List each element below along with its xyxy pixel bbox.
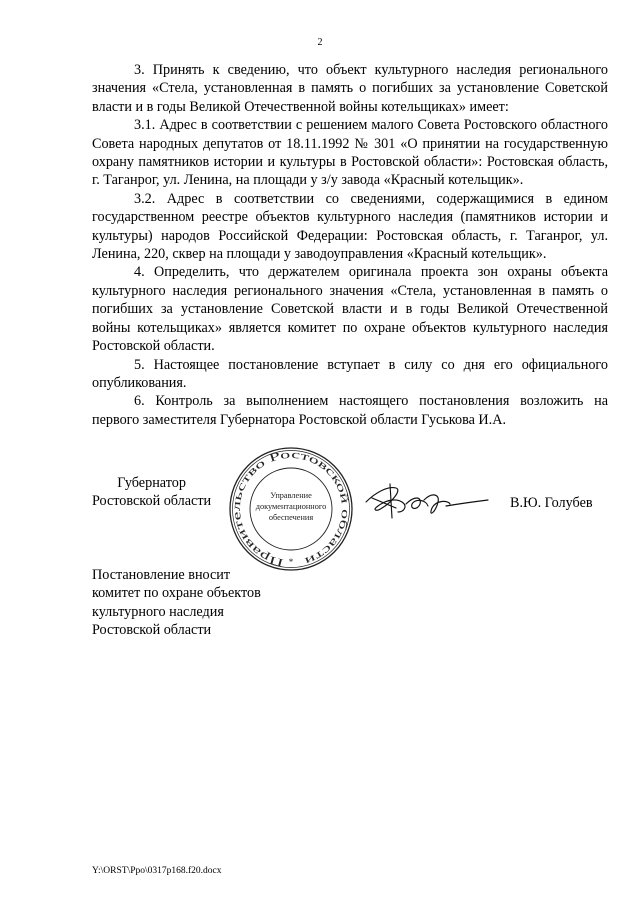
file-path: Y:\ORST\Ppo\0317p168.f20.docx [92,866,222,876]
submitter-line2: комитет по охране объектов [92,585,261,602]
paragraph-4: 4. Определить, что держателем оригинала проекта зон охраны объекта культурного наследия регионального значения «Стела, установленная в память о погибших за установление Советской власти и в годы Великой Отечественной войны котельщиках» является комитет по охране объектов культурного наследия Ростовской области. [92,264,608,355]
paragraph-3-1: 3.1. Адрес в соответствии с решением малого Совета Ростовского областного Совета народных депутатов от 18.11.1992 № 301 «О принятии на государственную охрану памятников истории и культуры в Ростовской области»: Ростовская область, г. Таганрог, ул. Ленина, на площади у з/у завода «Красный котельщик». [92,117,608,189]
document-body [92,61,608,429]
official-stamp [228,446,354,572]
signatory-title-line1: Губернатор [117,475,186,491]
submitted-by-block [92,566,261,640]
signatory-title [92,474,211,511]
submitter-line1: Постановление вносит [92,567,231,583]
stamp-star: * [288,557,294,567]
stamp-inner-line2: документационного [255,502,327,511]
signatory-name: В.Ю. Голубев [510,495,593,511]
paragraph-5: 5. Настоящее постановление вступает в силу со дня его официального опубликования. [92,356,608,391]
handwritten-signature [362,478,492,526]
stamp-inner-line3: обеспечения [268,513,314,522]
paragraph-3-2: 3.2. Адрес в соответствии со сведениями, содержащимися в едином государственном реестре объектов культурного наследия (памятников истории и культуры) народов Российской Федерации: Ростовская область, г. Таганрог, ул. Ленина, 220, сквер на площади у заводоуправления «Красный котельщик». [92,190,608,263]
submitter-line4: Ростовской области [92,622,212,639]
paragraph-3: 3. Принять к сведению, что объект культурного наследия регионального значения «Стела, установленная в память о погибших за установление Советской власти и в годы Великой Отечественной войны котельщиках» имеет: [92,62,608,115]
submitter-line3: культурного наследия [92,603,224,620]
stamp-outer-textpath: Правительство Ростовской области [230,448,352,569]
page-number: 2 [317,37,323,48]
paragraph-6: 6. Контроль за выполнением настоящего постановления возложить на первого заместителя Губернатора Ростовской области Гуськова И.А. [92,393,608,428]
stamp-inner-line1: Управление [270,491,312,500]
signatory-title-line2: Ростовской области [92,493,212,510]
